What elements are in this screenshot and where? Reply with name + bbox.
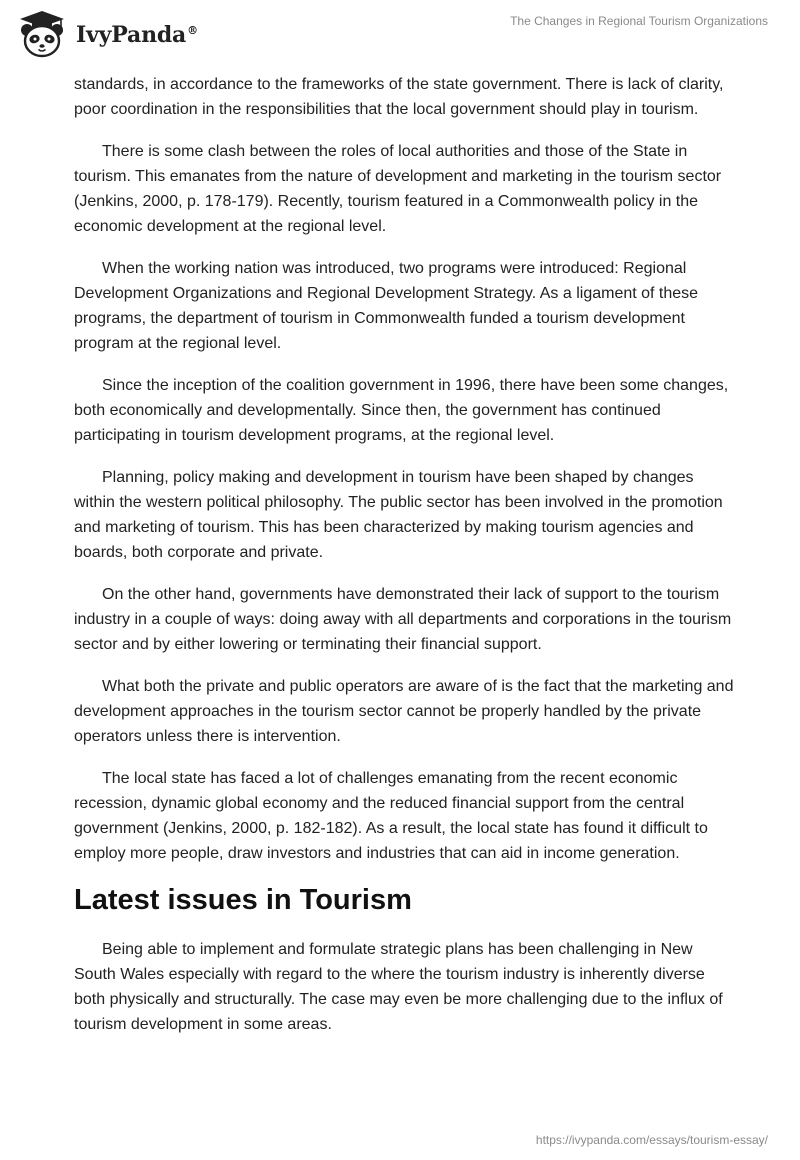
paragraph: There is some clash between the roles of local authorities and those of the State in tourism. This emanates from the nature of development and marketing in the tourism sector (Jenkins, 2000, p. 178-179). Recently, tourism featured in a Commonwealth policy in the economic development at the regional level. (74, 143, 722, 235)
paragraph: Since the inception of the coalition government in 1996, there have been some changes, both economically and developmentally. Since then, the government has continued participating in tourism development programs, at the regional level. (74, 377, 729, 444)
paragraph: Planning, policy making and development in tourism have been shaped by changes within the western political philosophy. The public sector has been involved in the promotion and marketing of tourism. This has been characterized by making tourism agencies and boards, both corporate and private. (74, 469, 723, 561)
paragraph: The local state has faced a lot of challenges emanating from the recent economic recession, dynamic global economy and the reduced financial support from the central government (Jenkins, 2000, p. 182-182). As a result, the local state has found it difficult to employ more people, draw investors and industries that can aid in income generation. (74, 770, 708, 862)
panda-graduate-icon (14, 8, 70, 60)
paragraph: On the other hand, governments have demonstrated their lack of support to the tourism industry in a couple of ways: doing away with all departments and corporations in the tourism sector and by either lowering or terminating their financial support. (74, 586, 732, 653)
paragraph: standards, in accordance to the frameworks of the state government. There is lack of clarity, poor coordination in the responsibilities that the local government should play in tourism. (74, 76, 724, 118)
source-url[interactable]: https://ivypanda.com/essays/tourism-essay/ (535, 1133, 768, 1147)
document-title: The Changes in Regional Tourism Organizations (510, 14, 768, 28)
essay-body (74, 72, 734, 1054)
ivypanda-logo[interactable] (14, 8, 198, 60)
paragraph: When the working nation was introduced, two programs were introduced: Regional Development Organizations and Regional Development Strategy. As a ligament of these programs, the department of tourism in Commonwealth funded a tourism development program at the regional level. (74, 260, 699, 352)
logo-wordmark: IvyPanda® (76, 22, 198, 48)
paragraph: Being able to implement and formulate strategic plans has been challenging in New South Wales especially with regard to the where the tourism industry is inherently diverse both physically and structurally. The case may even be more challenging due to the influx of tourism development in some areas. (74, 941, 723, 1033)
paragraph: What both the private and public operators are aware of is the fact that the marketing and development approaches in the tourism sector cannot be properly handled by the private operators unless there is intervention. (74, 678, 734, 745)
page-header (0, 0, 800, 70)
section-heading: Latest issues in Tourism (74, 884, 412, 916)
